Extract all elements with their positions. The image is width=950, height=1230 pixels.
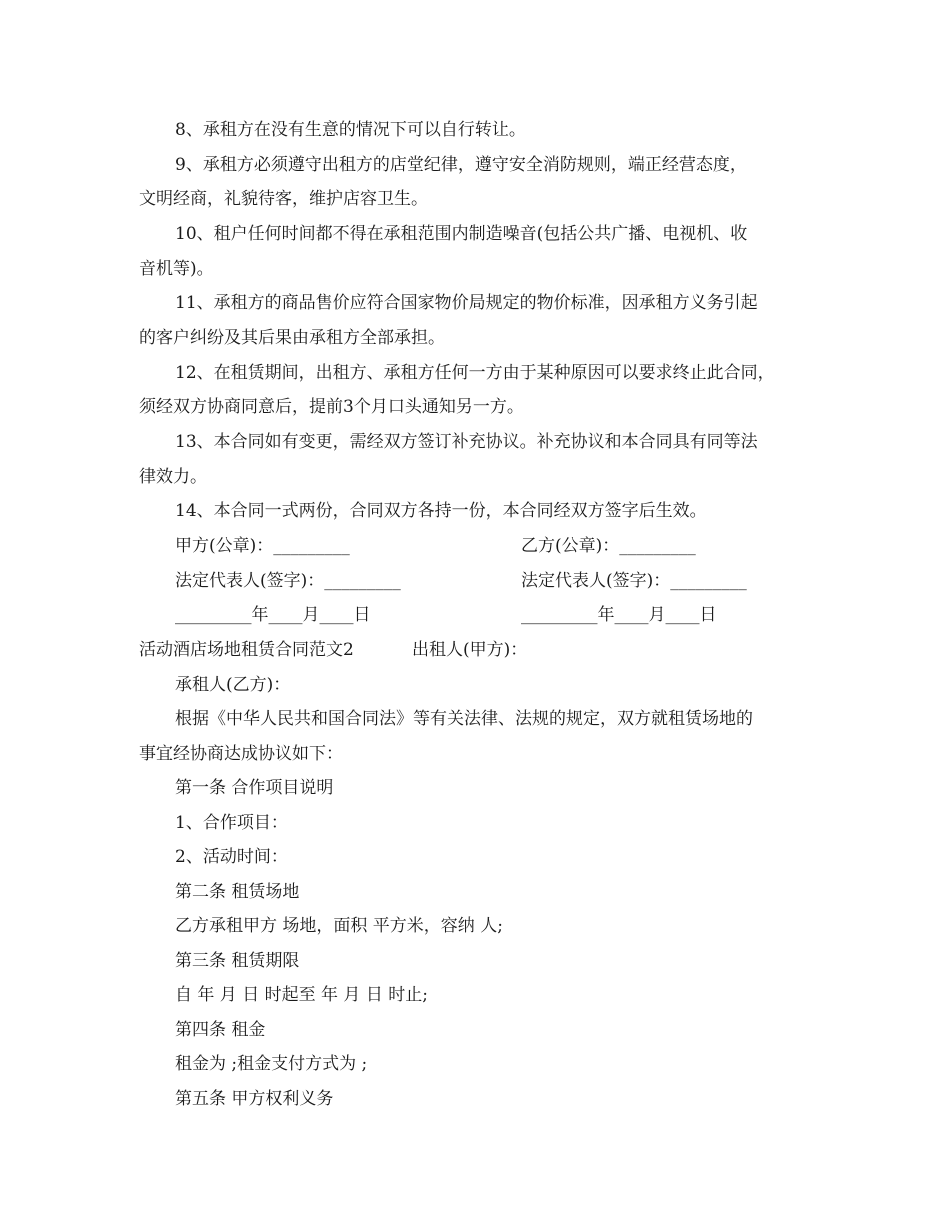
clause-10-line2: 音机等)。 (139, 259, 214, 279)
article-2-heading: 第二条 租赁场地 (175, 882, 300, 902)
lessor-label: 出租人(甲方)： (412, 640, 528, 660)
clause-12-line1: 12、在租赁期间，出租方、承租方任何一方由于某种原因可以要求终止此合同， (175, 363, 775, 383)
clause-11-line2: 的客户纠纷及其后果由承租方全部承担。 (139, 328, 445, 348)
party-a-representative: 法定代表人(签字)：_________ (175, 571, 401, 591)
intro-line1: 根据《中华人民共和国合同法》等有关法律、法规的规定，双方就租赁场地的 (175, 709, 753, 729)
article-1-heading: 第一条 合作项目说明 (175, 778, 334, 798)
clause-11-line1: 11、承租方的商品售价应符合国家物价局规定的物价标准，因承租方义务引起 (175, 293, 758, 313)
article-5-heading: 第五条 甲方权利义务 (175, 1089, 334, 1109)
second-contract-title: 活动酒店场地租赁合同范文2 (139, 640, 354, 660)
article-4-text: 租金为 ;租金支付方式为 ; (175, 1054, 368, 1074)
clause-9-line1: 9、承租方必须遵守出租方的店堂纪律，遵守安全消防规则，端正经营态度， (175, 155, 747, 175)
clause-12-line2: 须经双方协商同意后，提前3个月口头通知另一方。 (139, 397, 524, 417)
clause-9-line2: 文明经商，礼貌待客，维护店容卫生。 (139, 189, 428, 209)
clause-13-line1: 13、本合同如有变更，需经双方签订补充协议。补充协议和本合同具有同等法 (175, 432, 758, 452)
clause-10-line1: 10、租户任何时间都不得在承租范围内制造噪音(包括公共广播、电视机、收 (175, 224, 748, 244)
clause-14: 14、本合同一式两份，合同双方各持一份，本合同经双方签字后生效。 (175, 501, 707, 521)
party-b-seal: 乙方(公章)：_________ (521, 536, 696, 556)
article-2-text: 乙方承租甲方 场地，面积 平方米，容纳 人; (175, 916, 503, 936)
lessee-label: 承租人(乙方)： (175, 675, 291, 695)
article-1-item-2: 2、活动时间： (175, 847, 288, 867)
article-3-heading: 第三条 租赁期限 (175, 951, 300, 971)
article-4-heading: 第四条 租金 (175, 1020, 266, 1040)
party-a-date: _________年____月____日 (175, 605, 371, 625)
article-3-text: 自 年 月 日 时起至 年 月 日 时止; (175, 985, 428, 1005)
party-a-seal: 甲方(公章)：_________ (175, 536, 350, 556)
party-b-date: _________年____月____日 (521, 605, 717, 625)
intro-line2: 事宜经协商达成协议如下： (139, 744, 343, 764)
party-b-representative: 法定代表人(签字)：_________ (521, 571, 747, 591)
clause-8: 8、承租方在没有生意的情况下可以自行转让。 (175, 120, 526, 140)
clause-13-line2: 律效力。 (139, 467, 207, 487)
article-1-item-1: 1、合作项目： (175, 813, 288, 833)
